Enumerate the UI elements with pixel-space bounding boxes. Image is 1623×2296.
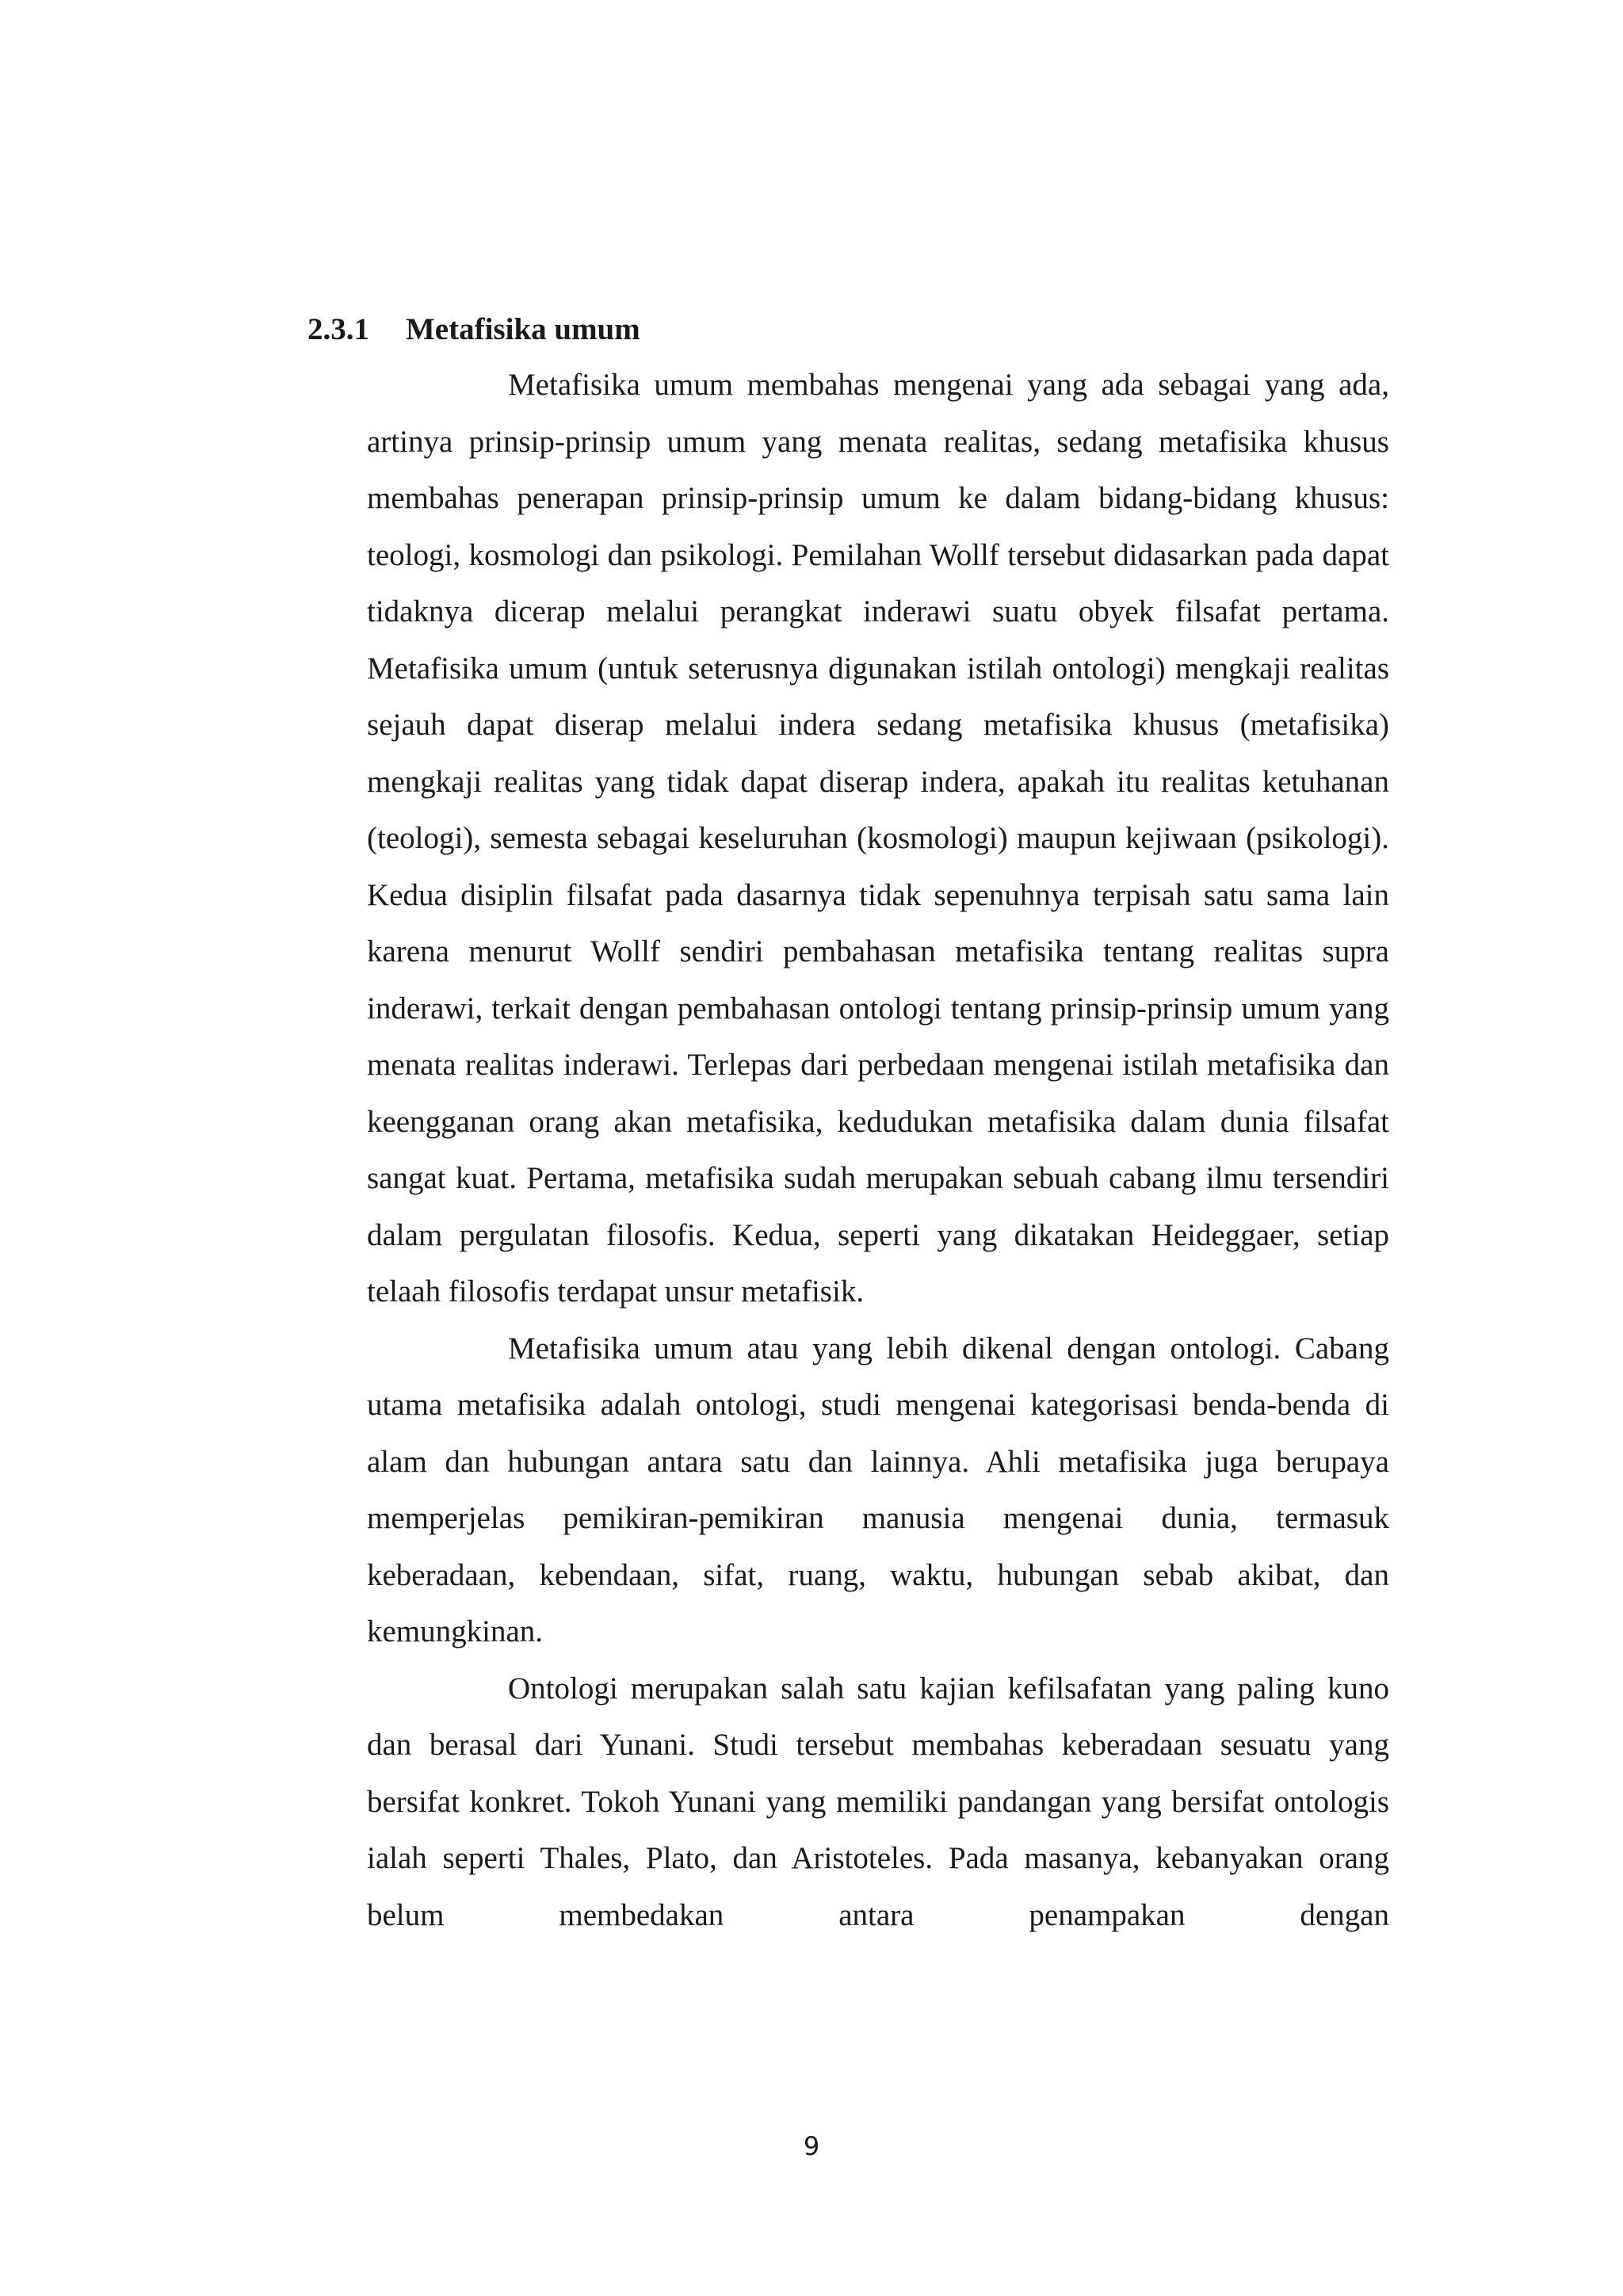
section-number: 2.3.1 [307,312,369,346]
paragraph-2: Metafisika umum atau yang lebih dikenal dengan ontologi. Cabang utama metafisika adalah ontologi, studi mengenai kategorisasi benda-benda di alam dan hubungan antara satu dan lainnya. Ahli metafisika juga berupaya memperjelas pemikiran-pemikiran manusia mengenai dunia, termasuk keberadaan, kebendaan, sifat, ruang, waktu, hubungan sebab akibat, dan kemungkinan. [367,1331,1389,1648]
paragraph-1: Metafisika umum membahas mengenai yang ada sebagai yang ada, artinya prinsip-prinsip umum yang menata realitas, sedang metafisika khusus membahas penerapan prinsip-prinsip umum ke dalam bidang-bidang khusus: teologi, kosmologi dan psikologi. Pemilahan Wollf tersebut didasarkan pada dapat tidaknya dicerap melalui perangkat inderawi suatu obyek filsafat pertama. Metafisika umum (untuk seterusnya digunakan istilah ontologi) mengkaji realitas sejauh dapat diserap melalui indera sedang metafisika khusus (metafisika) mengkaji realitas yang tidak dapat diserap indera, apakah itu realitas ketuhanan (teologi), semesta sebagai keseluruhan (kosmologi) maupun kejiwaan (psikologi). Kedua disiplin filsafat pada dasarnya tidak sepenuhnya terpisah satu sama lain karena menurut Wollf sendiri pembahasan metafisika tentang realitas supra inderawi, terkait dengan pembahasan ontologi tentang prinsip-prinsip umum yang menata realitas inderawi. Terlepas dari perbedaan mengenai istilah metafisika dan keengganan orang akan metafisika, kedudukan metafisika dalam dunia filsafat sangat kuat. Pertama, metafisika sudah merupakan sebuah cabang ilmu tersendiri dalam pergulatan filosofis. Kedua, seperti yang dikatakan Heideggaer, setiap telaah filosofis terdapat unsur metafisik. [367,368,1389,1308]
paragraph-3: Ontologi merupakan salah satu kajian kefilsafatan yang paling kuno dan berasal dari Yunani. Studi tersebut membahas keberadaan sesuatu yang bersifat konkret. Tokoh Yunani yang memiliki pandangan yang bersifat ontologis ialah seperti Thales, Plato, dan Aristoteles. Pada masanya, kebanyakan orang belum membedakan antara penampakan dengan [367,1671,1389,1932]
page-number: 9 [803,2131,820,2161]
section-heading [307,308,640,352]
section-title: Metafisika umum [406,312,640,346]
body-text [367,357,1389,1943]
